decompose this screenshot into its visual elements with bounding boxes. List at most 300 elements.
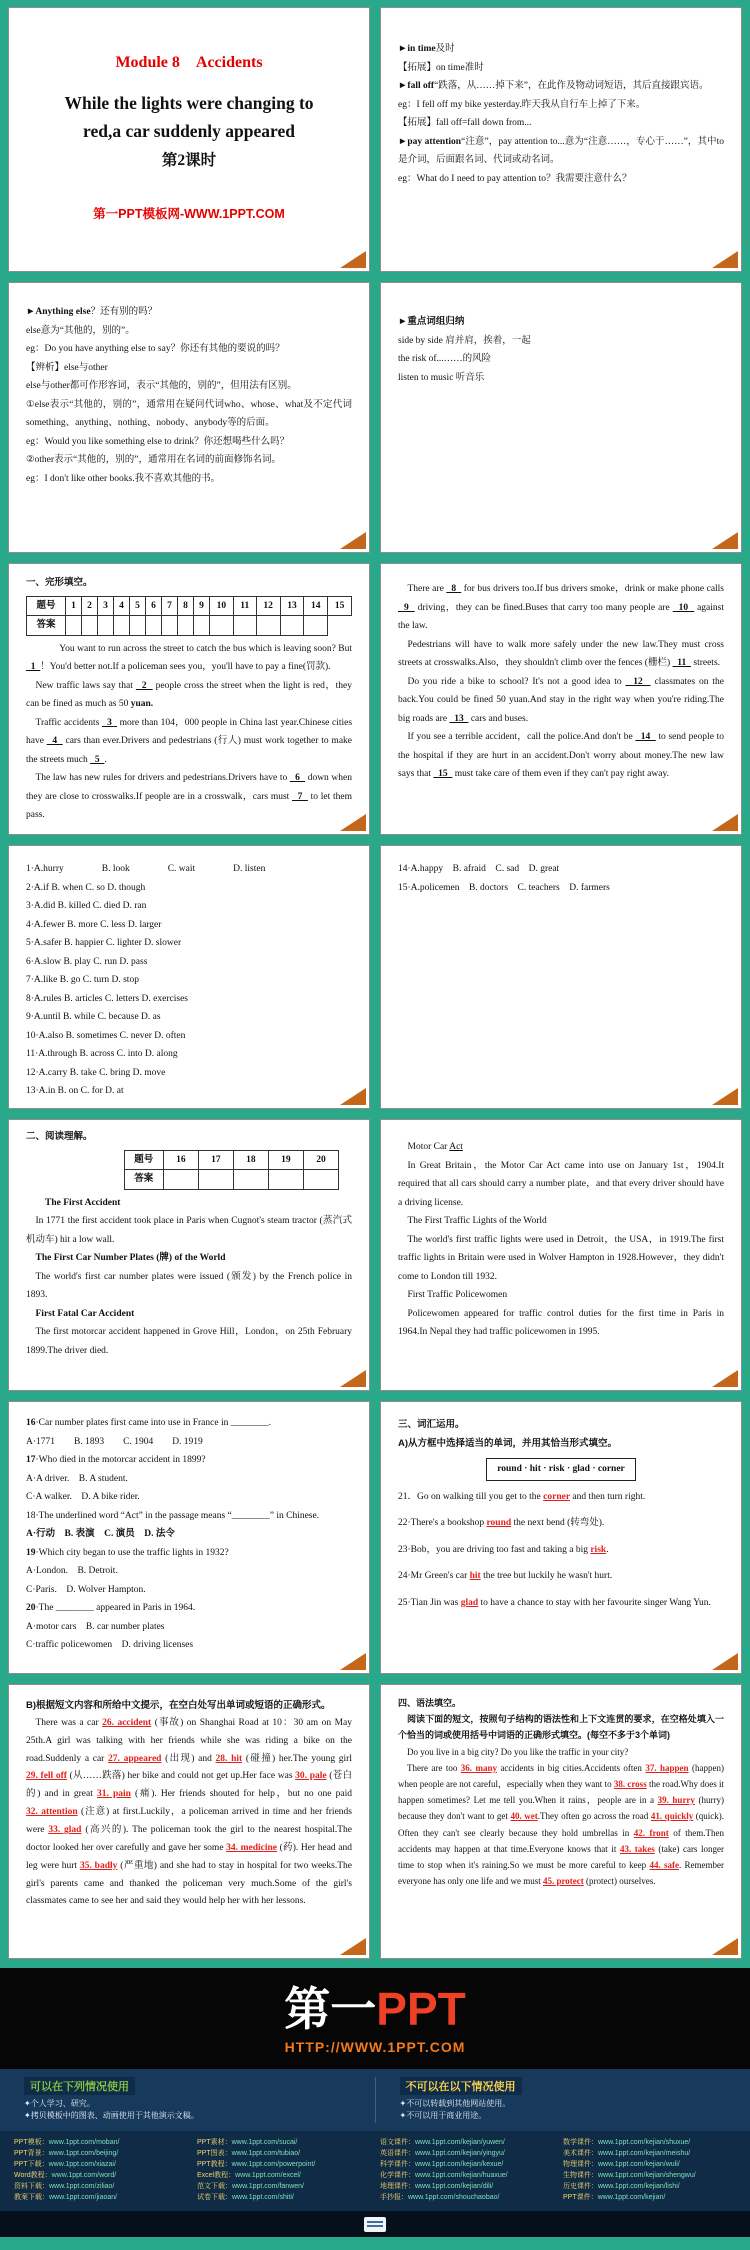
text-segment: classmates on the back.You could be fined 50 yuan.And stay in the right way when you're riding.The big roads are xyxy=(398,676,724,724)
slide-module-title xyxy=(26,52,352,74)
text-segment: ！You'd better not.If a policeman sees you，you'll have to pay a fine(罚款). xyxy=(40,662,331,673)
text-segment: ①else表示“其他的，别的”，通常用在疑问代词who、whose、what及不定代词something、anything、nothing、nobody、anybody等的后面。 xyxy=(26,399,352,429)
text-segment: 18·The underlined word “Act” in the passage means “________” in Chinese. xyxy=(26,1510,320,1521)
answer-cell xyxy=(130,616,146,636)
text-line xyxy=(26,1470,352,1489)
answer-text: 45. protect xyxy=(542,1876,584,1887)
text-segment: There are too xyxy=(407,1762,461,1773)
answer-text: 28. hit xyxy=(215,1753,243,1764)
text-line xyxy=(26,1027,352,1046)
answer-cell xyxy=(280,616,304,636)
answer-cell xyxy=(162,616,178,636)
footer-link[interactable] xyxy=(197,2192,370,2203)
text-segment: Do you live in a big city? Do you like the traffic in your city? xyxy=(407,1746,629,1757)
text-segment: to send people to the hospital if they are hurt in an accident.Don't worry about money.The new law says that xyxy=(398,732,724,780)
slide-card-13 xyxy=(8,1684,370,1959)
text-segment: side by side 肩并肩，挨着，一起 xyxy=(398,335,531,346)
text-segment: Module 8 Accidents xyxy=(115,54,263,71)
spacer xyxy=(26,74,352,90)
footer-link-url[interactable]: www.1ppt.com/word/ xyxy=(51,2172,117,2180)
slide-card-11 xyxy=(8,1401,370,1674)
footer-link-url[interactable]: www.1ppt.com/kejian/yuwen/ xyxy=(415,2139,505,2147)
footer-link[interactable] xyxy=(563,2137,736,2148)
text-line xyxy=(26,1008,352,1027)
answer-cell: 答案 xyxy=(27,616,66,636)
text-line xyxy=(26,1488,352,1507)
footer-link[interactable] xyxy=(197,2181,370,2192)
answer-cell xyxy=(82,616,98,636)
text-segment: 24·Mr Green's car xyxy=(398,1571,470,1582)
text-segment: 2·A.if B. when C. so D. though xyxy=(26,882,146,893)
text-segment: The first motorcar accident happened in Grove Hill，London，on 25th February 1899.The driver died. xyxy=(26,1327,352,1356)
footer-link[interactable] xyxy=(380,2192,553,2203)
text-segment: Traffic accidents xyxy=(35,717,102,728)
text-line xyxy=(26,1697,352,1715)
footer-link[interactable] xyxy=(14,2181,187,2192)
footer-link-url[interactable]: www.1ppt.com/xiazai/ xyxy=(48,2161,116,2169)
answer-cell: 5 xyxy=(130,596,146,616)
footer-link[interactable] xyxy=(14,2148,187,2159)
answer-table xyxy=(124,1150,339,1190)
site-url-link[interactable]: HTTP://WWW.1PPT.COM xyxy=(284,2038,466,2055)
text-segment: ►pay attention xyxy=(398,136,462,147)
text-segment: more than 104，000 people in China last year.Chinese cities have xyxy=(26,717,353,747)
text-segment: . Remember everyone has only one life and we must xyxy=(398,1859,724,1887)
text-segment: cars than ever.Drivers and pedestrians (行人) must work together to make the streets much xyxy=(26,736,352,765)
footer-link-url[interactable]: www.1ppt.com/kejian/huaxue/ xyxy=(415,2172,508,2180)
answer-cell: 7 xyxy=(162,596,178,616)
text-segment: The First Accident xyxy=(45,1197,121,1208)
text-line xyxy=(398,1541,724,1560)
answer-cell xyxy=(163,1170,198,1190)
answer-cell: 8 xyxy=(178,596,194,616)
spacer xyxy=(398,1124,724,1138)
footer-link[interactable] xyxy=(380,2159,553,2170)
text-line xyxy=(26,714,352,770)
text-line xyxy=(26,1636,352,1655)
footer-link-url[interactable]: www.1ppt.com/ziliao/ xyxy=(49,2183,115,2191)
text-segment: The world's first car number plates were issued (颁发) by the French police in 1893. xyxy=(26,1271,352,1301)
text-segment: 4·A.fewer B. more C. less D. larger xyxy=(26,919,162,930)
text-segment: the next bend (转弯处). xyxy=(511,1518,605,1529)
section-title xyxy=(26,1128,352,1147)
footer-link-url[interactable]: www.1ppt.com/kejian/ xyxy=(597,2194,666,2202)
slide-card-6 xyxy=(380,563,742,835)
footer-link-url[interactable]: www.1ppt.com/jiaoan/ xyxy=(49,2194,118,2202)
text-segment: 【拓展】fall off=fall down from... xyxy=(398,118,532,129)
footer-link[interactable] xyxy=(197,2137,370,2148)
text-segment: .They often go across the road xyxy=(537,1811,651,1822)
text-line xyxy=(26,769,352,825)
text-line xyxy=(26,303,352,322)
answer-cell xyxy=(198,1170,233,1190)
text-segment: B)根据短文内容和所给中文提示，在空白处写出单词或短语的正确形式。 xyxy=(26,1700,331,1711)
footer-link[interactable] xyxy=(197,2148,370,2159)
footer-link-url[interactable]: www.1ppt.com/shiti/ xyxy=(232,2194,294,2202)
answer-text: 29. fell off xyxy=(26,1771,67,1782)
text-segment: “跌落，从……掉下来”，在此作及物动词短语，其后直接跟宾语。 xyxy=(434,81,709,92)
text-line xyxy=(398,332,724,351)
text-line xyxy=(26,1507,352,1526)
answer-text: 43. takes xyxy=(619,1843,655,1854)
footer-link-label: 范文下载： xyxy=(197,2183,232,2191)
license-not-allowed-items xyxy=(400,2098,727,2124)
text-line xyxy=(398,879,724,898)
text-segment: C·A walker. D. A bike rider. xyxy=(26,1492,140,1503)
spacer xyxy=(26,850,352,860)
bottom-badge-icon xyxy=(364,2217,386,2232)
footer-link-url[interactable]: www.1ppt.com/kejian/shengwu/ xyxy=(598,2172,696,2180)
blank-slot: 13 xyxy=(449,713,469,724)
answer-cell: 19 xyxy=(268,1150,303,1170)
text-segment: 四、语法填空。 xyxy=(398,1698,462,1708)
license-not-allowed-title: 不可以在以下情况使用 xyxy=(400,2077,522,2095)
footer-link-url[interactable]: www.1ppt.com/fanwen/ xyxy=(232,2183,304,2191)
text-segment: C·Paris. D. Wolver Hampton. xyxy=(26,1584,146,1595)
answer-cell xyxy=(194,616,210,636)
text-segment: 9·A.until B. while C. because D. as xyxy=(26,1012,161,1023)
text-line xyxy=(26,470,352,489)
text-segment: 21．Go on walking till you get to the xyxy=(398,1491,544,1502)
text-segment: 15·A.policemen B. doctors C. teachers D. farmers xyxy=(398,882,610,893)
text-segment: (注意) at first.Luckily，a policeman arrived in time and her friends were xyxy=(26,1807,352,1836)
spacer xyxy=(398,850,724,860)
text-line xyxy=(398,1212,724,1231)
blank-slot: 14 xyxy=(635,732,656,743)
answer-text: 41. quickly xyxy=(650,1811,694,1822)
text-line xyxy=(26,1082,352,1101)
text-segment: 10·A.also B. sometimes C. never D. often xyxy=(26,1030,186,1041)
text-line xyxy=(398,1435,724,1454)
spacer xyxy=(26,12,352,52)
text-segment: 14·A.happy B. afraid C. sad D. great xyxy=(398,864,560,874)
text-segment: (高兴的). The policeman took the girl to the nearest hospital.The doctor looked her over carefully and gave her some xyxy=(26,1825,352,1853)
license-panel xyxy=(0,2069,750,2132)
spacer xyxy=(398,568,724,580)
text-line xyxy=(398,1138,724,1157)
text-segment: ·Which city began to use the traffic lights in 1932? xyxy=(35,1547,229,1558)
blank-slot: 9 xyxy=(398,602,415,613)
text-segment: 1·A.hurry B. look C. wait D. listen xyxy=(26,864,266,874)
answer-cell xyxy=(303,1170,338,1190)
footer-link-url[interactable]: www.1ppt.com/kejian/kexue/ xyxy=(415,2161,504,2169)
footer-link-url[interactable]: www.1ppt.com/kejian/lishi/ xyxy=(598,2183,680,2191)
answer-text: 37. happen xyxy=(645,1762,689,1773)
slide-card-1 xyxy=(8,7,370,272)
slide-corner-fold-icon xyxy=(712,1088,738,1105)
bottom-bar xyxy=(0,2211,750,2237)
text-segment: 【辨析】else与other xyxy=(26,362,108,373)
footer-link-column xyxy=(563,2137,736,2203)
slide-corner-fold-icon xyxy=(712,1653,738,1670)
text-segment: 19 xyxy=(26,1547,36,1558)
text-segment: C·traffic policewomen D. driving licenses xyxy=(26,1640,194,1651)
text-segment: against the law. xyxy=(398,602,725,632)
text-segment: and then turn right. xyxy=(570,1491,646,1502)
answer-cell xyxy=(233,616,256,636)
text-line xyxy=(26,396,352,433)
text-segment: There was a car xyxy=(35,1717,103,1728)
text-segment: eg：I don't like other books.我不喜欢其他的书。 xyxy=(26,473,221,484)
text-segment: The First Car Number Plates (牌) of the World xyxy=(35,1253,226,1264)
footer-link[interactable] xyxy=(563,2192,736,2203)
footer-link-label: PPT下载： xyxy=(14,2161,49,2169)
footer-link[interactable] xyxy=(380,2170,553,2181)
footer-link[interactable] xyxy=(380,2181,553,2192)
slide-corner-fold-icon xyxy=(340,814,366,831)
answer-text: 33. glad xyxy=(48,1825,82,1836)
footer-link-url[interactable]: www.1ppt.com/beijing/ xyxy=(48,2150,119,2158)
blank-slot: 8 xyxy=(446,584,462,594)
slide-corner-fold-icon xyxy=(340,1370,366,1387)
text-segment: Do you ride a bike to school? It's not a good idea to xyxy=(407,676,626,687)
text-segment: (protect) ourselves. xyxy=(583,1876,656,1887)
footer-link-column xyxy=(14,2137,187,2203)
text-segment: 8·A.rules B. articles C. letters D. exercises xyxy=(26,993,188,1004)
slide-card-5 xyxy=(8,563,370,835)
site-logo-text-cn: 第一 xyxy=(284,1983,377,2035)
text-segment: In Great Britain，the Motor Car Act came into use on January 1st，1904.It required that all cars should carry a number plate，and that every driver should have a driving license. xyxy=(398,1160,724,1208)
answer-text: 31. pain xyxy=(96,1789,131,1800)
answer-text: 36. many xyxy=(460,1762,497,1773)
answer-text: glad xyxy=(460,1597,479,1608)
text-line xyxy=(26,953,352,972)
watermark-site xyxy=(26,202,352,226)
answer-cell: 3 xyxy=(98,596,114,616)
answer-text: 26. accident xyxy=(102,1717,152,1728)
text-line xyxy=(26,1618,352,1637)
footer-link[interactable] xyxy=(197,2159,370,2170)
footer-link[interactable] xyxy=(380,2137,553,2148)
footer-link[interactable] xyxy=(197,2170,370,2181)
footer-link-url[interactable]: www.1ppt.com/kejian/yingyu/ xyxy=(415,2150,505,2158)
blank-slot: 7 xyxy=(292,791,308,802)
site-logo-text-ppt: PPT xyxy=(376,1983,466,2035)
site-logo xyxy=(0,1984,750,2035)
text-segment: ►重点词组归纳 xyxy=(398,317,465,327)
text-segment: Policewomen appeared for traffic control duties for the first time in Paris in 1964.In Nepal they had traffic policewomen in 1995. xyxy=(398,1308,724,1338)
text-line xyxy=(26,1715,352,1911)
answer-cell: 答案 xyxy=(124,1170,163,1190)
footer-link-url[interactable]: www.1ppt.com/kejian/wuli/ xyxy=(598,2161,680,2169)
footer-link[interactable] xyxy=(14,2137,187,2148)
text-line xyxy=(26,1544,352,1563)
answer-cell: 4 xyxy=(114,596,130,616)
text-segment: accidents in big cities.Accidents often xyxy=(497,1762,646,1773)
answer-text: 34. medicine xyxy=(226,1842,278,1853)
footer-link-label: PPT课件： xyxy=(563,2194,598,2202)
text-segment: 16 xyxy=(26,1418,36,1428)
footer-link-label: 手抄报： xyxy=(380,2194,408,2202)
text-line xyxy=(398,1594,724,1613)
text-segment: 5·A.safer B. happier C. lighter D. slower xyxy=(26,938,182,949)
text-segment: If you see a terrible accident，call the police.And don't be xyxy=(407,732,636,743)
text-segment: 12·A.carry B. take C. bring D. move xyxy=(26,1067,166,1078)
answer-cell xyxy=(210,616,234,636)
answer-cell xyxy=(233,1170,268,1190)
footer-link-column xyxy=(380,2137,553,2203)
footer-link-url[interactable]: www.1ppt.com/shouchaobao/ xyxy=(408,2194,500,2202)
text-segment: 13·A.in B. on C. for D. at xyxy=(26,1086,124,1097)
text-line xyxy=(398,133,724,170)
text-segment: (药). Her head and leg were hurt xyxy=(26,1842,352,1871)
spacer xyxy=(398,1406,724,1416)
text-segment: Pedestrians will have to walk more safely under the new law.They must cross streets at crosswalks.Also，they shouldn't climb over the fences (栅栏) xyxy=(398,639,724,669)
text-segment: The law has new rules for drivers and pedestrians.Drivers have to xyxy=(35,773,290,784)
footer-link-label: 美术课件： xyxy=(563,2150,598,2158)
text-line xyxy=(26,1562,352,1581)
answer-cell: 14 xyxy=(304,596,328,616)
text-line xyxy=(26,860,352,879)
footer-link[interactable] xyxy=(380,2148,553,2159)
footer-link[interactable] xyxy=(563,2148,736,2159)
text-line xyxy=(398,636,724,673)
slide-corner-fold-icon xyxy=(712,1370,738,1387)
text-line xyxy=(398,59,724,78)
slide-card-2 xyxy=(380,7,742,272)
answer-text: round xyxy=(486,1518,512,1529)
slide-corner-fold-icon xyxy=(340,1653,366,1670)
text-line xyxy=(398,40,724,59)
text-segment: A)从方框中选择适当的单词，并用其恰当形式填空。 xyxy=(398,1437,618,1449)
text-line xyxy=(398,728,724,784)
text-segment: eg：I fell off my bike yesterday.昨天我从自行车上掉了下来。 xyxy=(398,99,646,110)
footer-link[interactable] xyxy=(14,2170,187,2181)
text-segment: (碰撞) her.The young girl xyxy=(242,1753,352,1764)
text-line xyxy=(398,1157,724,1213)
answer-cell: 20 xyxy=(303,1150,338,1170)
text-line xyxy=(398,1760,724,1890)
text-segment: In 1771 the first accident took place in Paris when Cugnot's steam tractor (蒸汽式机动车) hit a low wall. xyxy=(26,1216,352,1245)
answer-cell xyxy=(66,616,82,636)
answer-text: 40. wet xyxy=(510,1811,538,1822)
answer-cell xyxy=(256,616,280,636)
text-segment: 6·A.slow B. play C. run D. pass xyxy=(26,956,148,967)
answer-cell: 17 xyxy=(198,1150,233,1170)
footer-link-url[interactable]: www.1ppt.com/moban/ xyxy=(48,2139,120,2147)
footer-link-url[interactable]: www.1ppt.com/kejian/dili/ xyxy=(415,2183,494,2191)
text-line xyxy=(26,451,352,470)
slide-card-14 xyxy=(380,1684,742,1959)
text-segment: ·The ________ appeared in Paris in 1964. xyxy=(35,1603,196,1614)
footer-link-column xyxy=(197,2137,370,2203)
text-line xyxy=(26,1212,352,1249)
text-line xyxy=(398,1711,724,1743)
footer-link-url[interactable]: www.1ppt.com/kejian/meishu/ xyxy=(598,2150,691,2158)
text-segment: (从……跌落) her bike and could not get up.Her face was xyxy=(66,1771,296,1782)
footer-link-url[interactable]: www.1ppt.com/excel/ xyxy=(235,2172,301,2180)
answer-text: 44. safe xyxy=(649,1859,679,1870)
text-segment: While the lights were changing to xyxy=(64,93,314,114)
text-line xyxy=(398,673,724,729)
text-line xyxy=(26,971,352,990)
text-segment: 及时 xyxy=(435,44,455,54)
footer-link-url[interactable]: www.1ppt.com/kejian/shuxue/ xyxy=(598,2139,691,2147)
answer-cell: 15 xyxy=(328,596,352,616)
footer-link-label: 历史课件： xyxy=(563,2183,598,2191)
slide-card-4 xyxy=(380,282,742,553)
text-segment: (happen) when people are not careful，especially when they want to xyxy=(398,1762,724,1789)
spacer xyxy=(398,12,724,40)
text-segment: (take) cars longer time to stop when it's raining.So we must be more careful to keep xyxy=(398,1843,725,1870)
blank-slot: 11 xyxy=(672,658,691,669)
text-segment: A·行动 B. 表演 C. 演员 D. 法令 xyxy=(26,1529,175,1540)
slide-main-title xyxy=(26,118,352,145)
section-title xyxy=(26,574,352,593)
text-line xyxy=(26,897,352,916)
section-title xyxy=(398,1695,724,1711)
blank-slot: 3 xyxy=(101,717,117,728)
answer-text: 32. attention xyxy=(26,1807,78,1818)
text-segment: 11·A.through B. across C. into D. along xyxy=(26,1049,178,1060)
blank-slot: 4 xyxy=(46,736,63,747)
slide-card-9 xyxy=(8,1119,370,1391)
footer-link[interactable] xyxy=(563,2159,736,2170)
footer-link[interactable] xyxy=(563,2181,736,2192)
footer-link-label: PPT背景： xyxy=(14,2150,49,2158)
footer-link[interactable] xyxy=(563,2170,736,2181)
answer-cell: 题号 xyxy=(27,596,66,616)
text-segment: yuan. xyxy=(130,699,154,710)
slide-card-8 xyxy=(380,845,742,1109)
text-segment: There are xyxy=(407,584,447,594)
answer-cell: 10 xyxy=(210,596,234,616)
text-line xyxy=(26,433,352,452)
text-line xyxy=(26,879,352,898)
text-line xyxy=(398,1514,724,1533)
text-line xyxy=(398,313,724,332)
slide-corner-fold-icon xyxy=(340,532,366,549)
blank-slot: 6 xyxy=(289,773,306,784)
text-segment: 25·Tian Jin was xyxy=(398,1597,461,1608)
text-line xyxy=(26,916,352,935)
footer-links xyxy=(0,2131,750,2211)
footer-link[interactable] xyxy=(14,2192,187,2203)
footer-link-url[interactable]: www.1ppt.com/tubiao/ xyxy=(231,2150,301,2158)
text-segment: red,a car suddenly appeared xyxy=(83,120,295,141)
text-segment: down when they are close to crosswalks.If people are in a crosswalk，cars must xyxy=(26,773,353,802)
answer-text: 42. front xyxy=(633,1827,669,1838)
text-segment: for bus drivers too.If bus drivers smoke，drink or make phone calls xyxy=(461,584,725,594)
text-segment: 3·A.did B. killed C. died D. ran xyxy=(26,901,147,912)
text-segment: 三、词汇运用。 xyxy=(398,1419,465,1430)
text-segment: 22·There's a bookshop xyxy=(398,1518,487,1529)
footer-link-url[interactable]: www.1ppt.com/sucai/ xyxy=(231,2139,298,2147)
license-item: ✦不可以用于商业用途。 xyxy=(399,2111,487,2121)
text-line xyxy=(26,640,352,677)
slide-corner-fold-icon xyxy=(340,251,366,268)
text-segment: 7·A.like B. go C. turn D. stop xyxy=(26,975,139,986)
text-segment: listen to music 听音乐 xyxy=(398,372,485,383)
answer-cell: 1 xyxy=(66,596,82,616)
text-line xyxy=(26,1323,352,1360)
text-segment: (苍白的) and in great xyxy=(26,1771,352,1800)
text-segment: 第2课时 xyxy=(161,151,217,169)
text-line xyxy=(26,677,352,714)
slide-corner-fold-icon xyxy=(712,251,738,268)
footer-link-url[interactable]: www.1ppt.com/powerpoint/ xyxy=(231,2161,316,2169)
lesson-number xyxy=(26,145,352,176)
blank-slot: 5 xyxy=(90,754,105,765)
footer-link[interactable] xyxy=(14,2159,187,2170)
slide-corner-fold-icon xyxy=(712,1938,738,1955)
text-segment: else意为“其他的，别的”。 xyxy=(26,325,135,336)
text-segment: First Traffic Policewomen xyxy=(407,1290,508,1301)
answer-cell xyxy=(114,616,130,636)
text-line xyxy=(26,1599,352,1618)
answer-cell: 题号 xyxy=(124,1150,163,1170)
answer-cell xyxy=(304,616,328,636)
